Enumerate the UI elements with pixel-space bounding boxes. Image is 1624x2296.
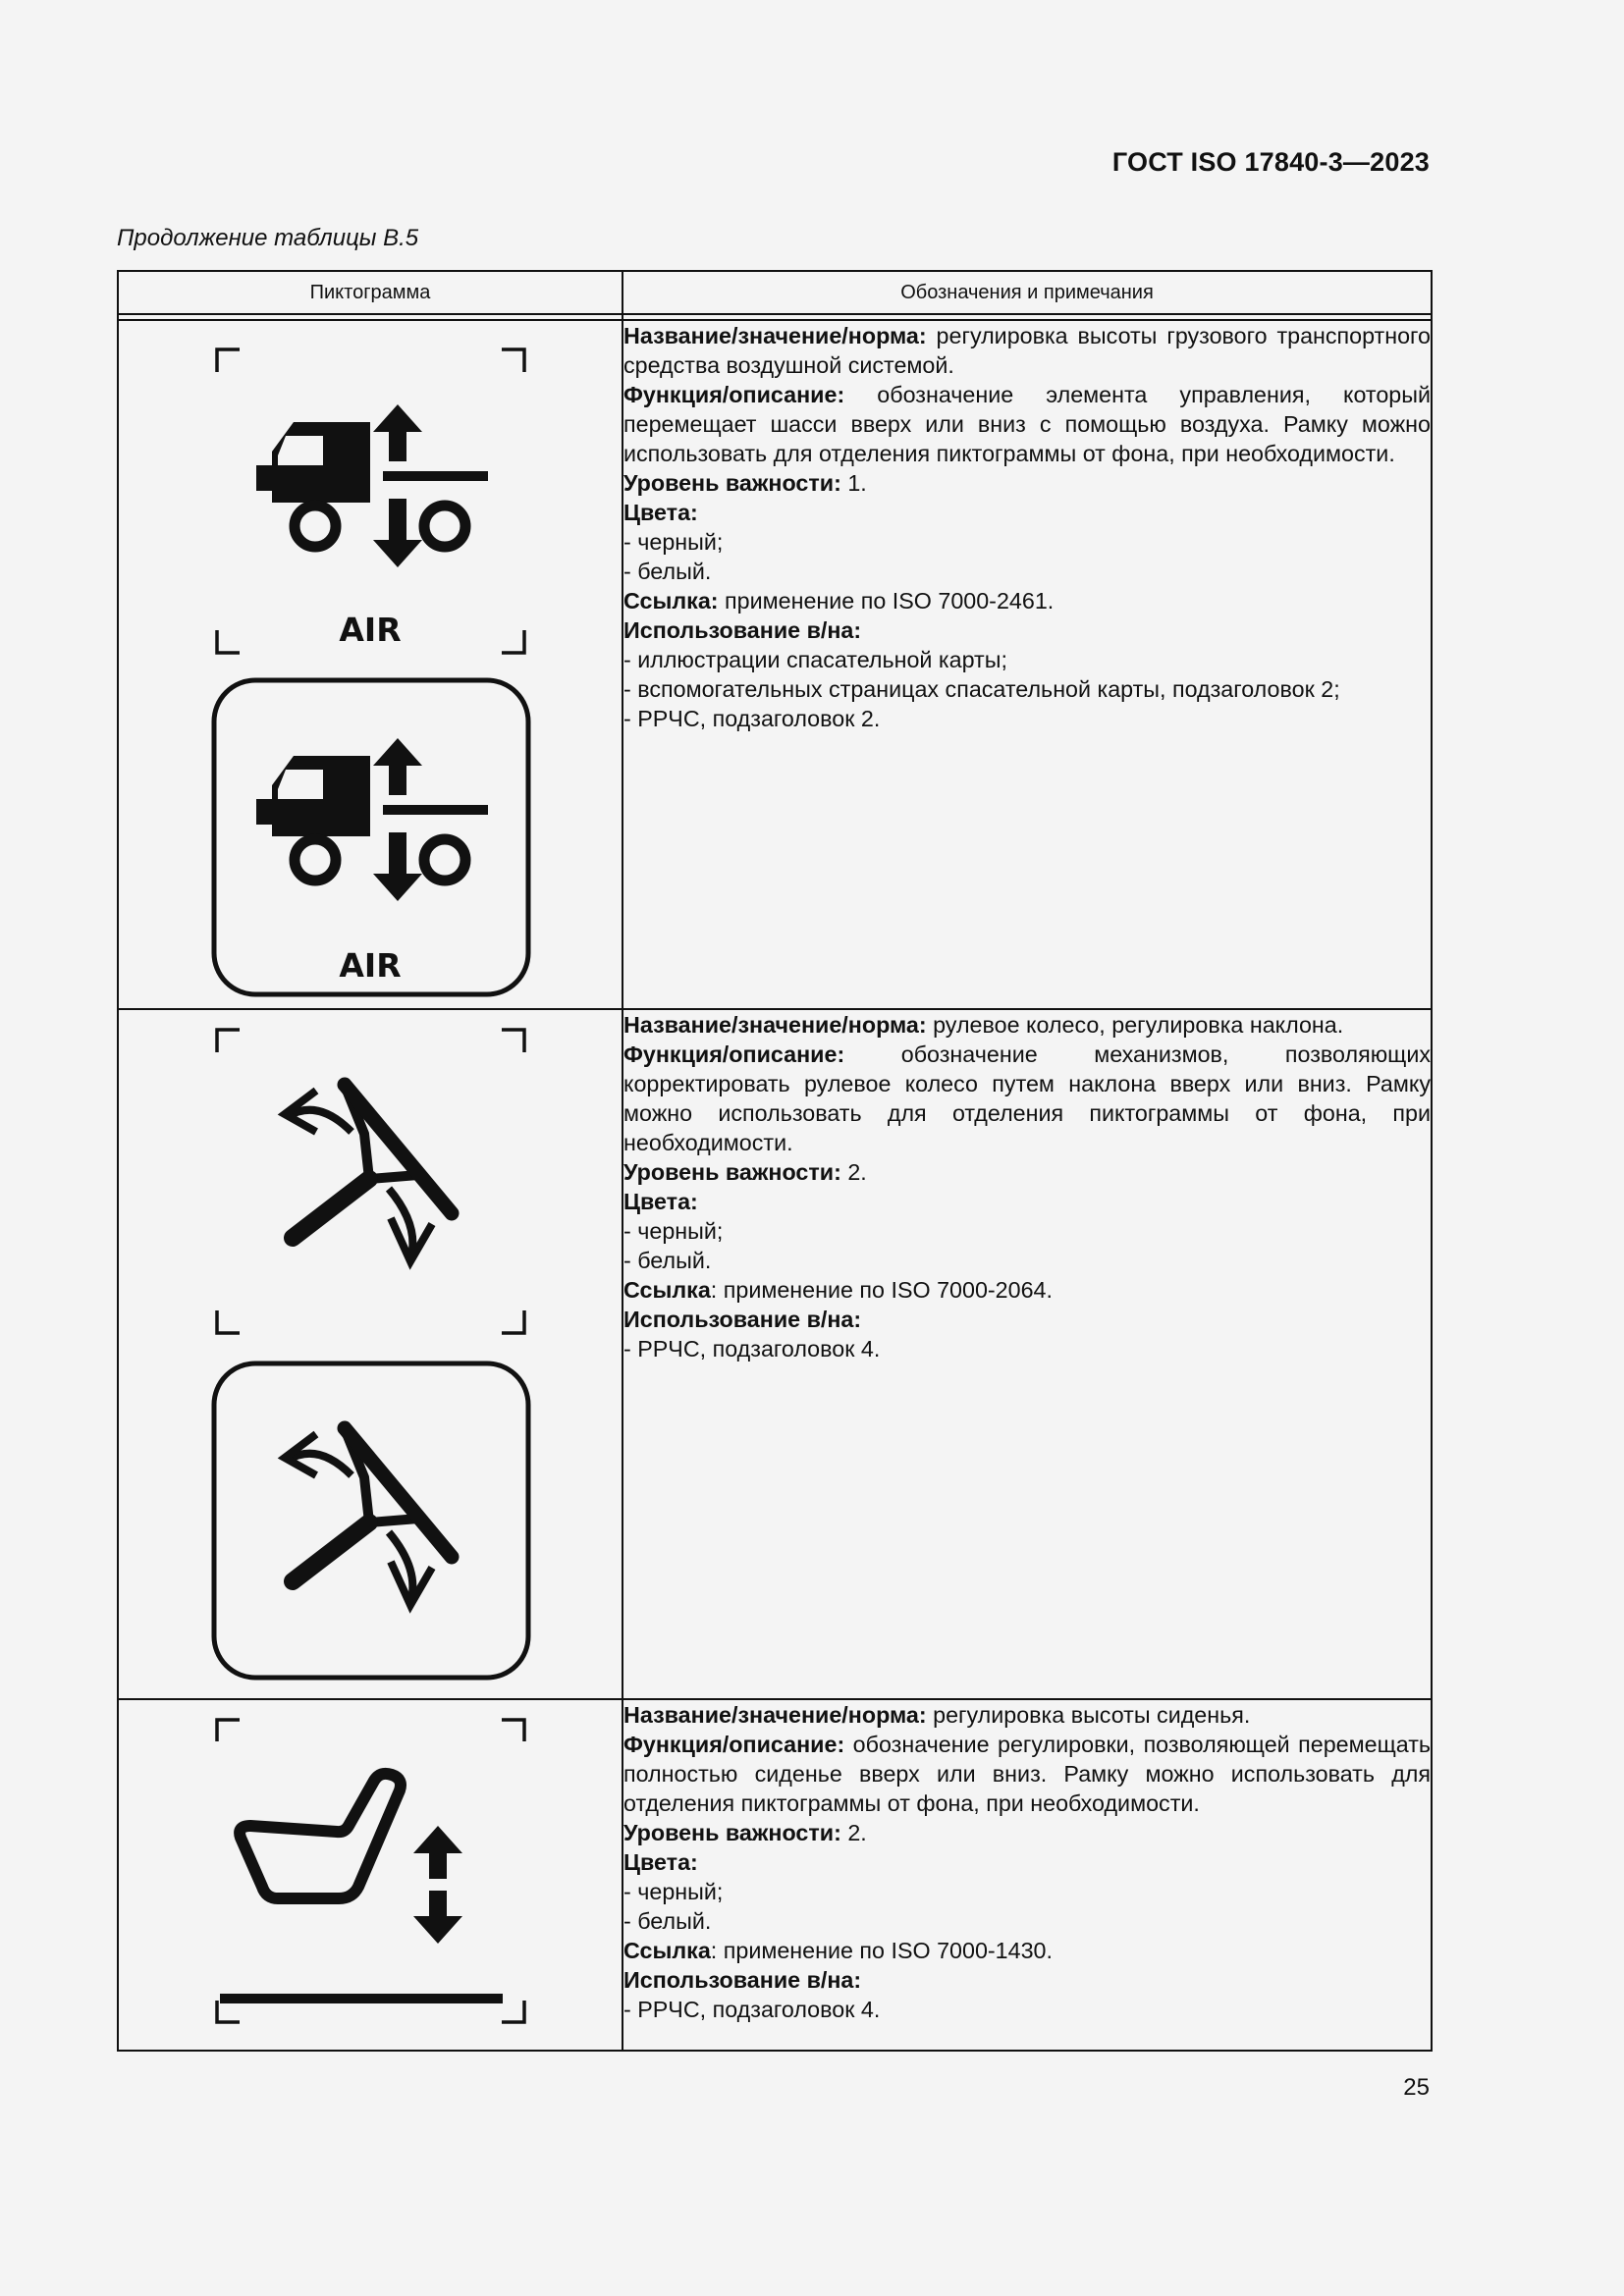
note-usage-item: - вспомогательных страницах спасательной карты, подзаголовок 2; — [623, 676, 1340, 702]
note-name: Название/значение/норма: рулевое колесо, регулировка наклона. — [623, 1012, 1344, 1038]
notes-cell-seat — [623, 1699, 1432, 2051]
note-name: Название/значение/норма: регулировка высоты сиденья. — [623, 1702, 1251, 1728]
steering-tilt-pictogram — [119, 1010, 623, 1696]
note-reference: Ссылка: применение по ISO 7000-2064. — [623, 1277, 1053, 1303]
note-colors-label: Цвета: — [623, 500, 698, 525]
note-color-item: - белый. — [623, 559, 712, 584]
notes-cell-steering — [623, 1009, 1432, 1699]
note-usage-item: - РРЧС, подзаголовок 4. — [623, 1336, 881, 1362]
header-notes: Обозначения и примечания — [623, 271, 1432, 314]
steering-wheel-icon — [285, 1085, 452, 1261]
air-label: AIR — [339, 946, 402, 985]
note-colors-label: Цвета: — [623, 1849, 698, 1875]
note-color-item: - черный; — [623, 529, 724, 555]
note-level: Уровень важности: 1. — [623, 470, 867, 496]
pictogram-cell-truck-air — [118, 320, 623, 1009]
note-level: Уровень важности: 2. — [623, 1159, 867, 1185]
pictogram-cell-seat — [118, 1699, 623, 2051]
notes-cell-truck-air — [623, 320, 1432, 1009]
truck-air-icon — [256, 738, 488, 901]
note-name: Название/значение/норма: регулировка высоты грузового транспортного средства воздушной системой. — [623, 323, 1431, 378]
note-function: Функция/описание: обозначение механизмов, позволяющих корректировать рулевое колесо путем наклона вверх или вниз. Рамку можно использовать для отделения пиктограммы от фона, при необходимости. — [623, 1041, 1431, 1155]
air-label: AIR — [339, 611, 402, 649]
note-color-item: - белый. — [623, 1248, 712, 1273]
note-reference: Ссылка: применение по ISO 7000-2461. — [623, 588, 1055, 614]
steering-wheel-icon — [285, 1428, 452, 1605]
note-function: Функция/описание: обозначение элемента управления, который перемещает шасси вверх или вниз с помощью воздуха. Рамку можно использовать для отделения пиктограммы от фона, при необходимости. — [623, 382, 1431, 466]
note-usage-label: Использование в/на: — [623, 1307, 862, 1332]
table-caption: Продолжение таблицы В.5 — [117, 225, 419, 251]
seat-height-pictogram — [119, 1700, 623, 2050]
note-level: Уровень важности: 2. — [623, 1820, 867, 1845]
pictogram-cell-steering — [118, 1009, 623, 1699]
note-usage-label: Использование в/на: — [623, 617, 862, 643]
document-code: ГОСТ ISO 17840-3—2023 — [1111, 147, 1430, 177]
note-usage-item: - РРЧС, подзаголовок 4. — [623, 1997, 881, 2022]
note-colors-label: Цвета: — [623, 1189, 698, 1214]
seat-floor-line — [220, 1994, 503, 2003]
note-color-item: - черный; — [623, 1879, 724, 1904]
pictogram-table — [117, 270, 1433, 2052]
note-usage-item: - иллюстрации спасательной карты; — [623, 647, 1007, 672]
page-number: 25 — [1403, 2074, 1430, 2101]
note-function: Функция/описание: обозначение регулировки, позволяющей перемещать полностью сиденье вверх или вниз. Рамку можно использовать для отделения пиктограммы от фона, при необходимости. — [623, 1732, 1431, 1816]
seat-icon — [240, 1774, 462, 1944]
header-pictogram: Пиктограмма — [118, 271, 623, 314]
truck-air-pictogram — [119, 321, 623, 1006]
note-color-item: - белый. — [623, 1908, 712, 1934]
note-usage-label: Использование в/на: — [623, 1967, 862, 1993]
truck-air-icon — [256, 404, 488, 567]
note-color-item: - черный; — [623, 1218, 724, 1244]
note-reference: Ссылка: применение по ISO 7000-1430. — [623, 1938, 1053, 1963]
note-usage-item: - РРЧС, подзаголовок 2. — [623, 706, 881, 731]
